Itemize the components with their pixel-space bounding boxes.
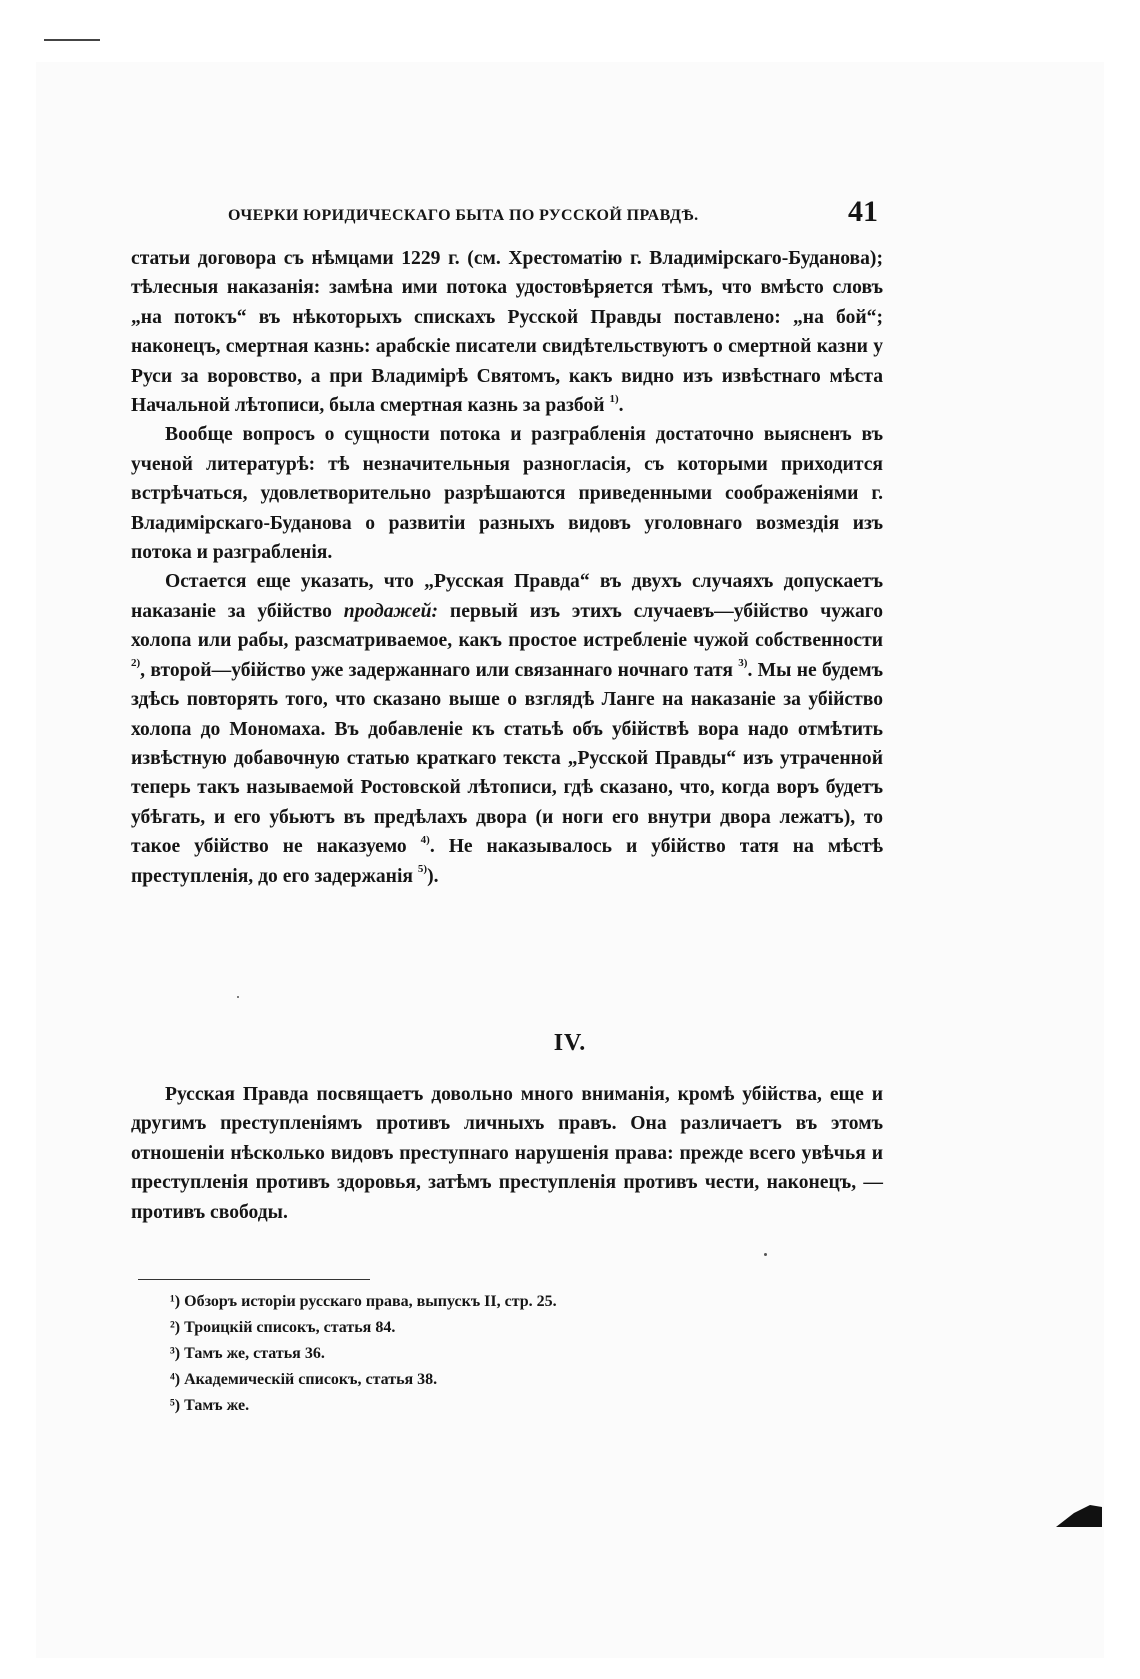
page-number: 41	[848, 195, 878, 228]
section-heading: IV.	[553, 1030, 587, 1056]
paragraph-1-text: статьи договора съ нѣмцами 1229 г. (см. Хрестоматію г. Владимірскаго-Буданова); тѣлесныя наказанія: замѣна ими потока удостовѣряется тѣмъ, что вмѣсто словъ „на потокъ“ въ нѣкоторыхъ спискахъ Русской Правды поставлено: „на бой“; наконецъ, смертная казнь: арабскіе писатели свидѣтельствуютъ о смертной казни у Руси за воровство, а при Владимірѣ Святомъ, какъ видно изъ извѣстнаго мѣста Начальной лѣтописи, была смертная казнь за разбой	[131, 248, 883, 417]
footnote-ref-3: 3)	[738, 657, 748, 670]
footnote-1: ¹) Обзоръ исторіи русскаго права, выпускъ II, стр. 25.	[170, 1293, 557, 1310]
paragraph-3-text-e: Не наказывалось и убійство татя на мѣстѣ преступленія, до его задержанія	[131, 836, 883, 887]
footnotes	[170, 1289, 770, 1419]
footnote-5: ⁵) Тамъ же.	[170, 1397, 250, 1414]
scan-speck	[764, 1253, 767, 1256]
scan-edge-mark	[44, 39, 100, 41]
italic-term: продажей:	[343, 600, 439, 622]
footnote-ref-2: 2)	[131, 657, 141, 670]
paragraph-3-text-d: Мы не будемъ здѣсь повторять того, что сказано выше о взглядѣ Ланге на наказаніе за убійство холопа до Мономаха. Въ добавленіе къ статьѣ объ убійствѣ вора надо отмѣтить извѣстную добавочную статью краткаго текста „Русской Правды“ изъ утраченной теперь такъ называемой Ростовской лѣтописи, гдѣ сказано, что, когда воръ будетъ убѣгать, и его убьютъ въ предѣлахъ двора (и ноги его внутри двора лежатъ), то такое убійство не наказуемо	[131, 659, 883, 858]
paragraph-2: Вообще вопросъ о сущности потока и разграбленія достаточно выясненъ въ ученой литературѣ: тѣ незначительныя разногласія, съ которыми приходится встрѣчаться, удовлетворительно разрѣшаются приведенными соображеніями г. Владимірскаго-Буданова о развитіи разныхъ видовъ уголовнаго возмездія изъ потока и разграбленія.	[131, 424, 883, 564]
page-header	[228, 195, 878, 235]
running-title: ОЧЕРКИ ЮРИДИЧЕСКАГО БЫТА ПО РУССКОЙ ПРАВДѢ.	[228, 207, 699, 224]
paragraph-3: Остается еще указать, что „Русская Правда“ въ двухъ случаяхъ допускаетъ наказаніе за убійство продажей: первый изъ этихъ случаевъ—убійство чужаго холопа или рабы, разсматриваемое, какъ простое истребленіе чужой собственности $^{2)}$, второй—убійство уже задержаннаго или связаннаго ночнаго татя $^{3)}$. Мы не будемъ здѣсь повторять того, что сказано выше о взглядѣ Ланге на наказаніе за убійство холопа до Мономаха. Въ добавленіе къ статьѣ объ убійствѣ вора надо отмѣтить извѣстную добавочную статью краткаго текста „Русской Правды“ изъ утраченной теперь такъ называемой Ростовской лѣтописи, гдѣ сказано, что, когда воръ будетъ убѣгать, и его убьютъ въ предѣлахъ двора (и ноги его внутри двора лежатъ), то такое убійство не наказуемо $^{4)}$. Не наказывалось и убійство татя на мѣстѣ преступленія, до его задержанія $^{5)}$).	[131, 571, 883, 887]
page-corner-mark	[1054, 1503, 1104, 1529]
footnote-ref-1: 1)	[609, 392, 619, 405]
main-text	[131, 244, 883, 891]
footnote-ref-4: 4)	[420, 833, 430, 846]
paragraph-1: статьи договора съ нѣмцами 1229 г. (см. Хрестоматію г. Владимірскаго-Буданова); тѣлесныя наказанія: замѣна ими потока удостовѣряется тѣмъ, что вмѣсто словъ „на потокъ“ въ нѣкоторыхъ спискахъ Русской Правды поставлено: „на бой“; наконецъ, смертная казнь: арабскіе писатели свидѣтельствуютъ о смертной казни у Руси за воровство, а при Владимірѣ Святомъ, какъ видно изъ извѣстнаго мѣста Начальной лѣтописи, была смертная казнь за разбой $^{1)}$.	[131, 248, 883, 417]
section-paragraph: Русская Правда посвящаетъ довольно много вниманія, кромѣ убійства, еще и другимъ преступленіямъ противъ личныхъ правъ. Она различаетъ въ этомъ отношеніи нѣсколько видовъ преступнаго нарушенія права: прежде всего увѣчья и преступленія противъ здоровья, затѣмъ преступленія противъ чести, наконецъ, — противъ свободы.	[131, 1084, 883, 1223]
footnote-4: ⁴) Академическій списокъ, статья 38.	[170, 1371, 438, 1388]
footnote-3: ³) Тамъ же, статья 36.	[170, 1345, 325, 1362]
footnote-ref-5: 5)	[417, 863, 428, 875]
section-text	[131, 1080, 883, 1227]
paragraph-3-text-a: Остается еще указать, что „Русская Правда“ въ двухъ случаяхъ допускаетъ наказаніе за убійство	[131, 571, 883, 622]
paragraph-3-text-c: второй—убійство уже задержаннаго или связаннаго ночнаго татя	[150, 659, 733, 681]
paragraph-3-text-b: первый изъ этихъ случаевъ—убійство чужаго холопа или рабы, разсматриваемое, какъ простое истребленіе чужой собственности	[131, 600, 883, 652]
scan-speck	[237, 996, 239, 998]
footnote-divider	[138, 1279, 370, 1280]
footnote-2: ²) Троицкій списокъ, статья 84.	[170, 1319, 396, 1336]
